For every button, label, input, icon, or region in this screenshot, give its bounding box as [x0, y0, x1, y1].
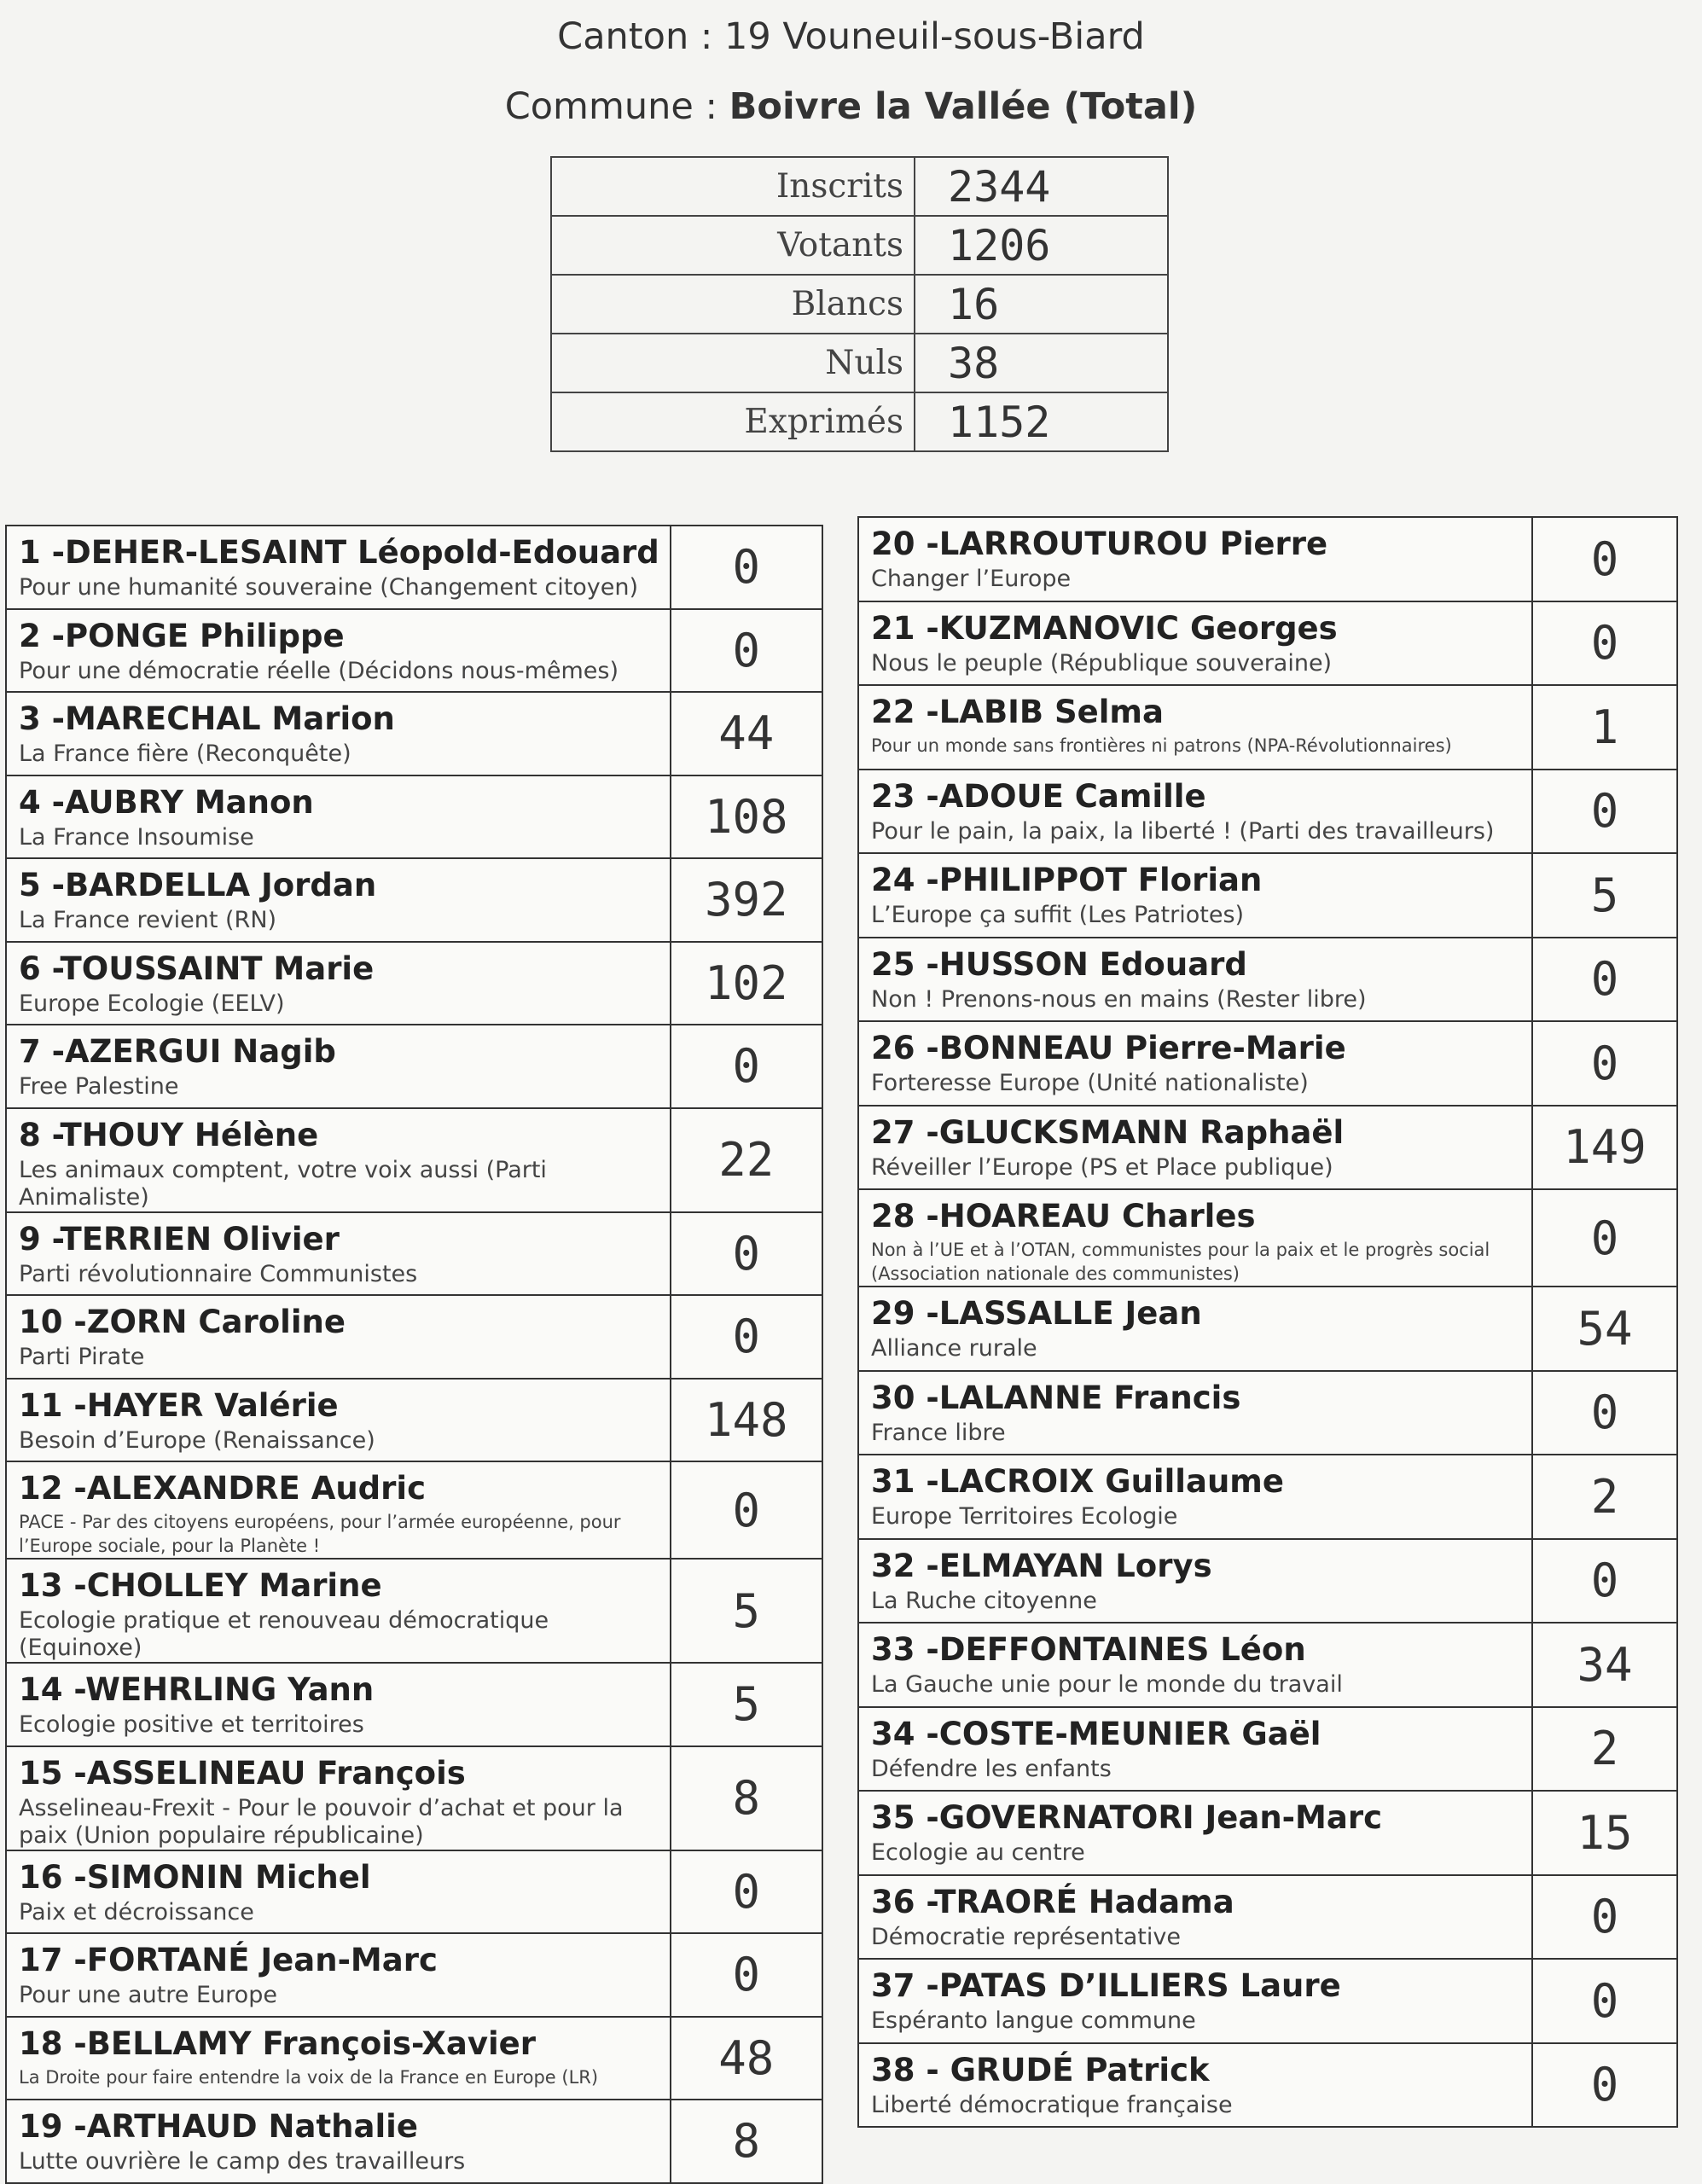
candidate-list: Liberté démocratique française: [871, 2091, 1233, 2118]
candidate-list: La France revient (RN): [19, 907, 277, 933]
candidate-votes: 2: [1532, 1455, 1677, 1539]
candidate-row: [858, 1455, 1677, 1539]
candidate-info: [6, 1663, 671, 1746]
candidate-list: La Gauche unie pour le monde du travail: [871, 1671, 1343, 1698]
summary-label: Inscrits: [551, 157, 915, 216]
candidate-row: [6, 1379, 822, 1462]
candidate-info: [858, 1539, 1532, 1623]
candidate-info: [858, 1189, 1532, 1287]
candidate-info: [6, 858, 671, 942]
summary-value: 16: [915, 275, 1168, 334]
candidate-list: Nous le peuple (République souveraine): [871, 649, 1333, 677]
candidate-votes: 0: [1532, 770, 1677, 854]
candidate-name: 12 -ALEXANDRE Audric: [19, 1470, 427, 1507]
candidate-list: Espéranto langue commune: [871, 2007, 1196, 2034]
candidate-votes: 0: [1532, 601, 1677, 686]
candidate-name: 6 -TOUSSAINT Marie: [19, 950, 375, 987]
candidate-name: 26 -BONNEAU Pierre-Marie: [871, 1030, 1346, 1066]
commune-label: Commune :: [504, 85, 729, 128]
candidate-name: 11 -HAYER Valérie: [19, 1386, 339, 1424]
candidate-info: [6, 1212, 671, 1296]
summary-value: 1152: [915, 392, 1168, 451]
candidate-votes: 0: [1532, 1371, 1677, 1455]
candidate-name: 7 -AZERGUI Nagib: [19, 1033, 336, 1070]
candidate-votes: 0: [671, 1850, 822, 1934]
candidate-list: Free Palestine: [19, 1073, 179, 1100]
candidate-name: 22 -LABIB Selma: [871, 694, 1164, 730]
candidate-name: 10 -ZORN Caroline: [19, 1304, 346, 1340]
candidate-name: 3 -MARECHAL Marion: [19, 700, 395, 737]
candidate-name: 27 -GLUCKSMANN Raphaël: [871, 1113, 1345, 1151]
candidate-name: 31 -LACROIX Guillaume: [871, 1463, 1284, 1500]
candidate-name: 8 -THOUY Hélène: [19, 1116, 319, 1153]
candidate-row: [858, 1287, 1677, 1371]
candidate-list: Ecologie positive et territoires: [19, 1711, 364, 1738]
summary-label: Votants: [551, 216, 915, 275]
candidate-info: [858, 770, 1532, 854]
summary-row: [551, 275, 1168, 334]
candidate-votes: 0: [671, 526, 822, 609]
candidate-votes: 0: [1532, 938, 1677, 1022]
candidate-votes: 0: [671, 1025, 822, 1108]
candidate-name: 15 -ASSELINEAU François: [19, 1754, 466, 1792]
summary-label: Exprimés: [551, 392, 915, 451]
candidate-votes: 34: [1532, 1623, 1677, 1707]
candidate-name: 36 -TRAORÉ Hadama: [871, 1883, 1234, 1920]
candidate-list: Parti Pirate: [19, 1344, 145, 1370]
candidate-row: [6, 1025, 822, 1108]
candidate-name: 25 -HUSSON Edouard: [871, 945, 1247, 983]
candidate-info: [6, 1108, 671, 1212]
candidate-votes: 0: [1532, 1875, 1677, 1960]
candidate-list: Défendre les enfants: [871, 1755, 1112, 1782]
candidate-info: [6, 692, 671, 775]
candidate-list: PACE - Par des citoyens européens, pour l’armée européenne, pour l’Europe sociale, pour la Planète !: [19, 1512, 621, 1556]
candidate-votes: 0: [1532, 1539, 1677, 1623]
candidate-row: [858, 1875, 1677, 1960]
candidate-list: Asselineau-Frexit - Pour le pouvoir d’achat et pour la paix (Union populaire républicaine): [19, 1794, 624, 1849]
candidate-votes: 0: [671, 609, 822, 693]
candidate-list: Pour un monde sans frontières ni patrons (NPA-Révolutionnaires): [871, 735, 1452, 756]
candidate-list: Pour une autre Europe: [19, 1982, 277, 2008]
candidate-votes: 0: [1532, 1959, 1677, 2043]
candidate-name: 13 -CHOLLEY Marine: [19, 1567, 382, 1604]
candidate-info: [6, 609, 671, 693]
candidate-info: [858, 1707, 1532, 1792]
candidate-info: [6, 1461, 671, 1559]
summary-table: [550, 156, 1169, 452]
candidate-info: [6, 942, 671, 1025]
candidate-name: 9 -TERRIEN Olivier: [19, 1220, 340, 1258]
candidate-votes: 392: [671, 858, 822, 942]
candidate-votes: 0: [671, 1295, 822, 1379]
candidate-row: [858, 601, 1677, 686]
candidate-name: 37 -PATAS D’ILLIERS Laure: [871, 1967, 1341, 2004]
candidate-votes: 149: [1532, 1106, 1677, 1190]
candidate-row: [858, 1707, 1677, 1792]
candidate-name: 1 -DEHER-LESAINT Léopold-Edouard: [19, 534, 659, 571]
candidate-list: Besoin d’Europe (Renaissance): [19, 1426, 375, 1454]
candidate-info: [858, 2043, 1532, 2128]
candidate-list: Europe Ecologie (EELV): [19, 990, 285, 1017]
candidate-info: [858, 1106, 1532, 1190]
candidate-votes: 54: [1532, 1287, 1677, 1371]
candidate-row: [6, 1108, 822, 1212]
candidate-list: La Ruche citoyenne: [871, 1587, 1097, 1614]
candidate-name: 5 -BARDELLA Jordan: [19, 867, 377, 903]
candidate-info: [6, 1850, 671, 1934]
candidate-row: [6, 1461, 822, 1559]
candidate-row: [6, 1663, 822, 1746]
candidates-table-right: [857, 516, 1678, 2128]
candidate-list: Forteresse Europe (Unité nationaliste): [871, 1070, 1309, 1096]
candidate-list: L’Europe ça suffit (Les Patriotes): [871, 902, 1245, 928]
candidate-votes: 48: [671, 2017, 822, 2100]
candidate-row: [858, 1189, 1677, 1287]
candidate-list: France libre: [871, 1419, 1006, 1446]
candidate-name: 32 -ELMAYAN Lorys: [871, 1547, 1212, 1584]
candidate-info: [858, 1791, 1532, 1875]
candidate-info: [858, 1287, 1532, 1371]
candidate-info: [6, 2100, 671, 2183]
candidate-votes: 8: [671, 1746, 822, 1850]
candidate-votes: 0: [1532, 2043, 1677, 2128]
candidate-name: 19 -ARTHAUD Nathalie: [19, 2108, 418, 2145]
candidate-row: [858, 1791, 1677, 1875]
candidate-votes: 15: [1532, 1791, 1677, 1875]
candidate-name: 38 - GRUDÉ Patrick: [871, 2051, 1210, 2088]
candidate-info: [858, 1371, 1532, 1455]
candidate-list: Paix et décroissance: [19, 1898, 254, 1926]
candidate-name: 34 -COSTE-MEUNIER Gaël: [871, 1715, 1322, 1752]
candidate-name: 16 -SIMONIN Michel: [19, 1858, 371, 1896]
candidate-name: 20 -LARROUTUROU Pierre: [871, 526, 1328, 562]
candidate-votes: 8: [671, 2100, 822, 2183]
candidate-list: La France fière (Reconquête): [19, 741, 351, 767]
summary-row: [551, 157, 1168, 216]
candidate-list: Non ! Prenons-nous en mains (Rester libre): [871, 985, 1367, 1013]
candidate-votes: 5: [671, 1559, 822, 1663]
summary-row: [551, 392, 1168, 451]
candidate-row: [858, 1106, 1677, 1190]
candidate-info: [858, 853, 1532, 938]
candidate-info: [858, 1623, 1532, 1707]
candidate-row: [6, 1212, 822, 1296]
candidate-name: 17 -FORTANÉ Jean-Marc: [19, 1942, 438, 1978]
candidate-info: [858, 1455, 1532, 1539]
candidate-info: [858, 1959, 1532, 2043]
candidate-list: Réveiller l’Europe (PS et Place publique): [871, 1153, 1333, 1181]
candidate-votes: 108: [671, 775, 822, 859]
candidate-row: [858, 685, 1677, 770]
candidate-list: Ecologie pratique et renouveau démocratique (Equinoxe): [19, 1607, 549, 1661]
candidate-votes: 22: [671, 1108, 822, 1212]
candidate-row: [6, 2100, 822, 2183]
candidate-row: [6, 1746, 822, 1850]
commune-title: [0, 85, 1702, 128]
candidate-row: [858, 1623, 1677, 1707]
candidate-info: [6, 1025, 671, 1108]
candidate-row: [858, 938, 1677, 1022]
candidate-row: [6, 858, 822, 942]
candidate-name: 2 -PONGE Philippe: [19, 617, 345, 654]
candidate-info: [858, 938, 1532, 1022]
commune-name: Boivre la Vallée (Total): [729, 85, 1198, 128]
candidate-info: [858, 601, 1532, 686]
candidate-list: Pour le pain, la paix, la liberté ! (Parti des travailleurs): [871, 817, 1495, 845]
candidate-info: [858, 685, 1532, 770]
candidate-list: Les animaux comptent, votre voix aussi (Parti Animaliste): [19, 1156, 547, 1211]
candidate-list: Parti révolutionnaire Communistes: [19, 1260, 418, 1287]
candidate-votes: 1: [1532, 685, 1677, 770]
candidate-votes: 2: [1532, 1707, 1677, 1792]
summary-value: 38: [915, 334, 1168, 392]
summary-value: 2344: [915, 157, 1168, 216]
candidate-votes: 0: [1532, 1021, 1677, 1106]
candidate-list: La Droite pour faire entendre la voix de la France en Europe (LR): [19, 2066, 599, 2088]
candidate-list: Pour une démocratie réelle (Décidons nous-mêmes): [19, 657, 619, 684]
candidate-list: Lutte ouvrière le camp des travailleurs: [19, 2148, 466, 2175]
candidate-row: [858, 517, 1677, 601]
candidate-row: [858, 2043, 1677, 2128]
candidate-info: [6, 775, 671, 859]
candidate-name: 29 -LASSALLE Jean: [871, 1295, 1202, 1332]
candidate-row: [6, 1933, 822, 2017]
candidate-row: [6, 692, 822, 775]
candidate-list: Non à l’UE et à l’OTAN, communistes pour la paix et le progrès social (Association nationale des communistes): [871, 1240, 1490, 1284]
candidate-name: 4 -AUBRY Manon: [19, 783, 314, 821]
candidate-info: [6, 1933, 671, 2017]
candidate-name: 18 -BELLAMY François-Xavier: [19, 2024, 536, 2062]
candidate-votes: 5: [671, 1663, 822, 1746]
candidate-list: Europe Territoires Ecologie: [871, 1503, 1178, 1530]
candidate-list: Alliance rurale: [871, 1335, 1037, 1362]
candidate-name: 23 -ADOUE Camille: [871, 777, 1206, 815]
candidate-info: [858, 517, 1532, 601]
candidate-row: [6, 775, 822, 859]
candidate-info: [858, 1021, 1532, 1106]
candidate-name: 28 -HOAREAU Charles: [871, 1198, 1256, 1234]
candidate-name: 14 -WEHRLING Yann: [19, 1671, 375, 1708]
candidate-row: [6, 609, 822, 693]
summary-label: Nuls: [551, 334, 915, 392]
summary-row: [551, 334, 1168, 392]
summary-value: 1206: [915, 216, 1168, 275]
candidate-name: 35 -GOVERNATORI Jean-Marc: [871, 1799, 1383, 1836]
candidate-row: [6, 526, 822, 609]
candidate-info: [6, 1295, 671, 1379]
candidate-name: 30 -LALANNE Francis: [871, 1379, 1241, 1416]
candidate-info: [6, 1379, 671, 1462]
candidate-votes: 0: [1532, 517, 1677, 601]
candidate-votes: 0: [671, 1933, 822, 2017]
candidate-info: [6, 1746, 671, 1850]
candidate-name: 21 -KUZMANOVIC Georges: [871, 609, 1338, 647]
candidate-row: [6, 2017, 822, 2100]
candidate-info: [6, 2017, 671, 2100]
candidate-votes: 0: [671, 1212, 822, 1296]
candidate-list: Changer l’Europe: [871, 566, 1072, 592]
candidate-votes: 5: [1532, 853, 1677, 938]
candidates-table-left: [5, 525, 823, 2184]
candidate-list: Pour une humanité souveraine (Changement citoyen): [19, 574, 639, 601]
candidate-row: [6, 1559, 822, 1663]
candidate-row: [858, 770, 1677, 854]
candidate-row: [858, 1021, 1677, 1106]
candidate-list: Ecologie au centre: [871, 1839, 1085, 1866]
candidate-row: [858, 1539, 1677, 1623]
candidate-info: [6, 1559, 671, 1663]
candidate-row: [6, 1295, 822, 1379]
candidate-list: Démocratie représentative: [871, 1923, 1181, 1950]
candidate-name: 33 -DEFFONTAINES Léon: [871, 1631, 1306, 1668]
candidate-row: [6, 942, 822, 1025]
candidate-votes: 102: [671, 942, 822, 1025]
candidate-row: [858, 1959, 1677, 2043]
candidate-list: La France Insoumise: [19, 823, 254, 851]
candidate-row: [858, 1371, 1677, 1455]
candidate-info: [858, 1875, 1532, 1960]
canton-title: Canton : 19 Vouneuil-sous-Biard: [557, 15, 1145, 58]
candidate-votes: 148: [671, 1379, 822, 1462]
summary-row: [551, 216, 1168, 275]
candidate-info: [6, 526, 671, 609]
candidate-row: [6, 1850, 822, 1934]
candidate-votes: 0: [1532, 1189, 1677, 1287]
candidate-row: [858, 853, 1677, 938]
summary-label: Blancs: [551, 275, 915, 334]
candidate-votes: 44: [671, 692, 822, 775]
candidate-name: 24 -PHILIPPOT Florian: [871, 862, 1263, 898]
candidate-votes: 0: [671, 1461, 822, 1559]
